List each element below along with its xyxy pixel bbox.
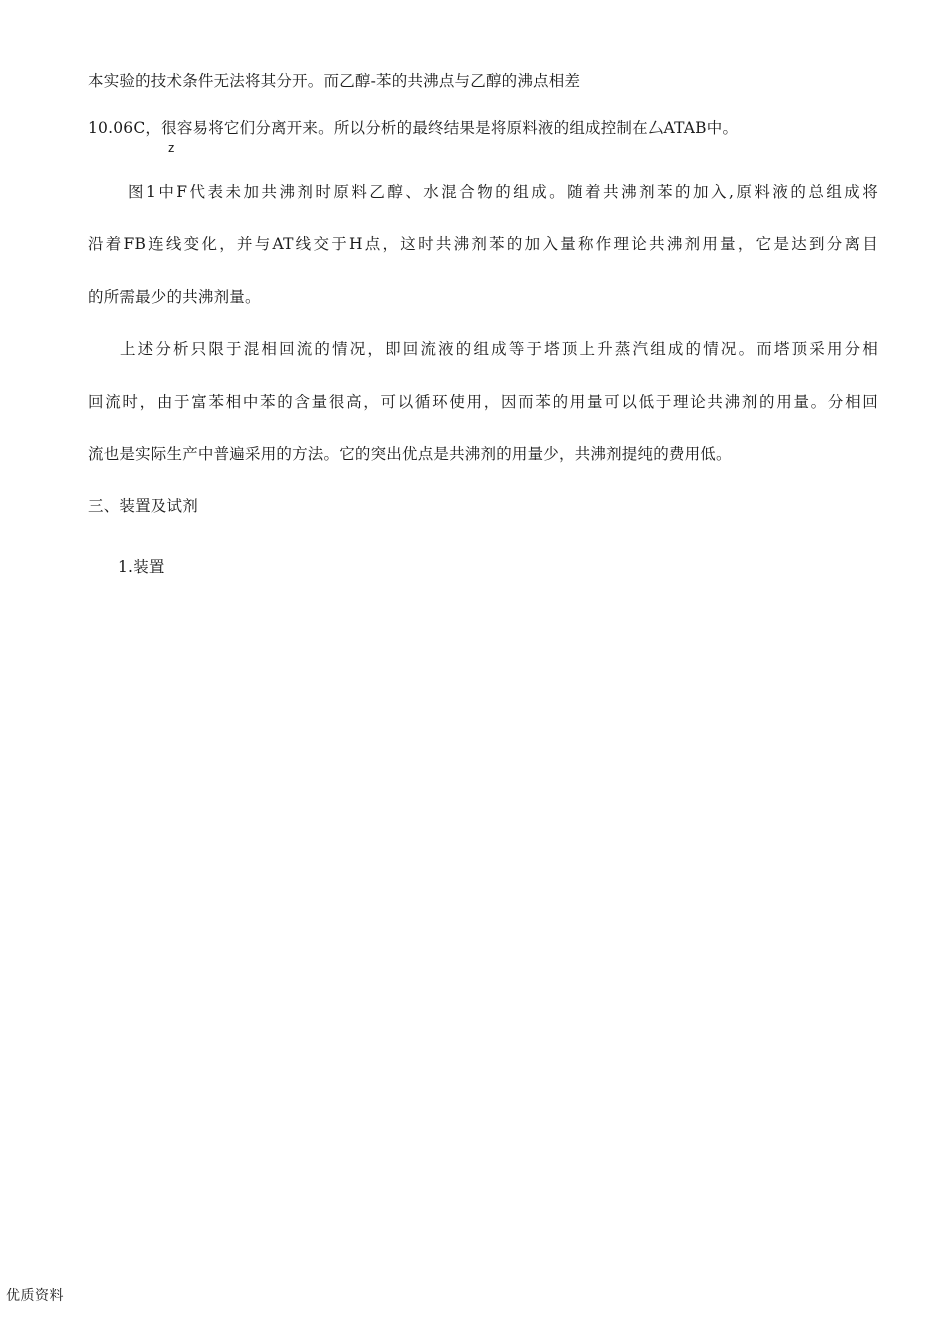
- footer-watermark: 优质资料: [6, 1288, 64, 1304]
- paragraph-3-line-3: 流也是实际生产中普遍采用的方法。它的突出优点是共沸剂的用量少，共沸剂提纯的费用低。: [88, 445, 732, 463]
- paragraph-2-line-2: 沿着FB连线变化，并与AT线交于H点，这时共沸剂苯的加入量称作理论共沸剂用量，它是达到分离目: [88, 235, 878, 253]
- paragraph-2-line-1: 图1中F代表未加共沸剂时原料乙醇、水混合物的组成。随着共沸剂苯的加入,原料液的总组成将: [128, 183, 878, 201]
- subscript-z: z: [168, 140, 175, 155]
- section-heading: 三、装置及试剂: [88, 497, 198, 515]
- subsection-heading: 1.装置: [118, 558, 165, 576]
- paragraph-3-line-2: 回流时，由于富苯相中苯的含量很高，可以循环使用，因而苯的用量可以低于理论共沸剂的用量。分相回: [88, 393, 878, 411]
- paragraph-3-line-1: 上述分析只限于混相回流的情况，即回流液的组成等于塔顶上升蒸汽组成的情况。而塔顶采用分相: [120, 340, 878, 358]
- paragraph-1-line-2: 10.06C，很容易将它们分离开来。所以分析的最终结果是将原料液的组成控制在厶ATAB中。: [88, 119, 739, 137]
- paragraph-1-line-1: 本实验的技术条件无法将其分开。而乙醇-苯的共沸点与乙醇的沸点相差: [88, 72, 581, 90]
- paragraph-2-line-3: 的所需最少的共沸剂量。: [88, 288, 261, 306]
